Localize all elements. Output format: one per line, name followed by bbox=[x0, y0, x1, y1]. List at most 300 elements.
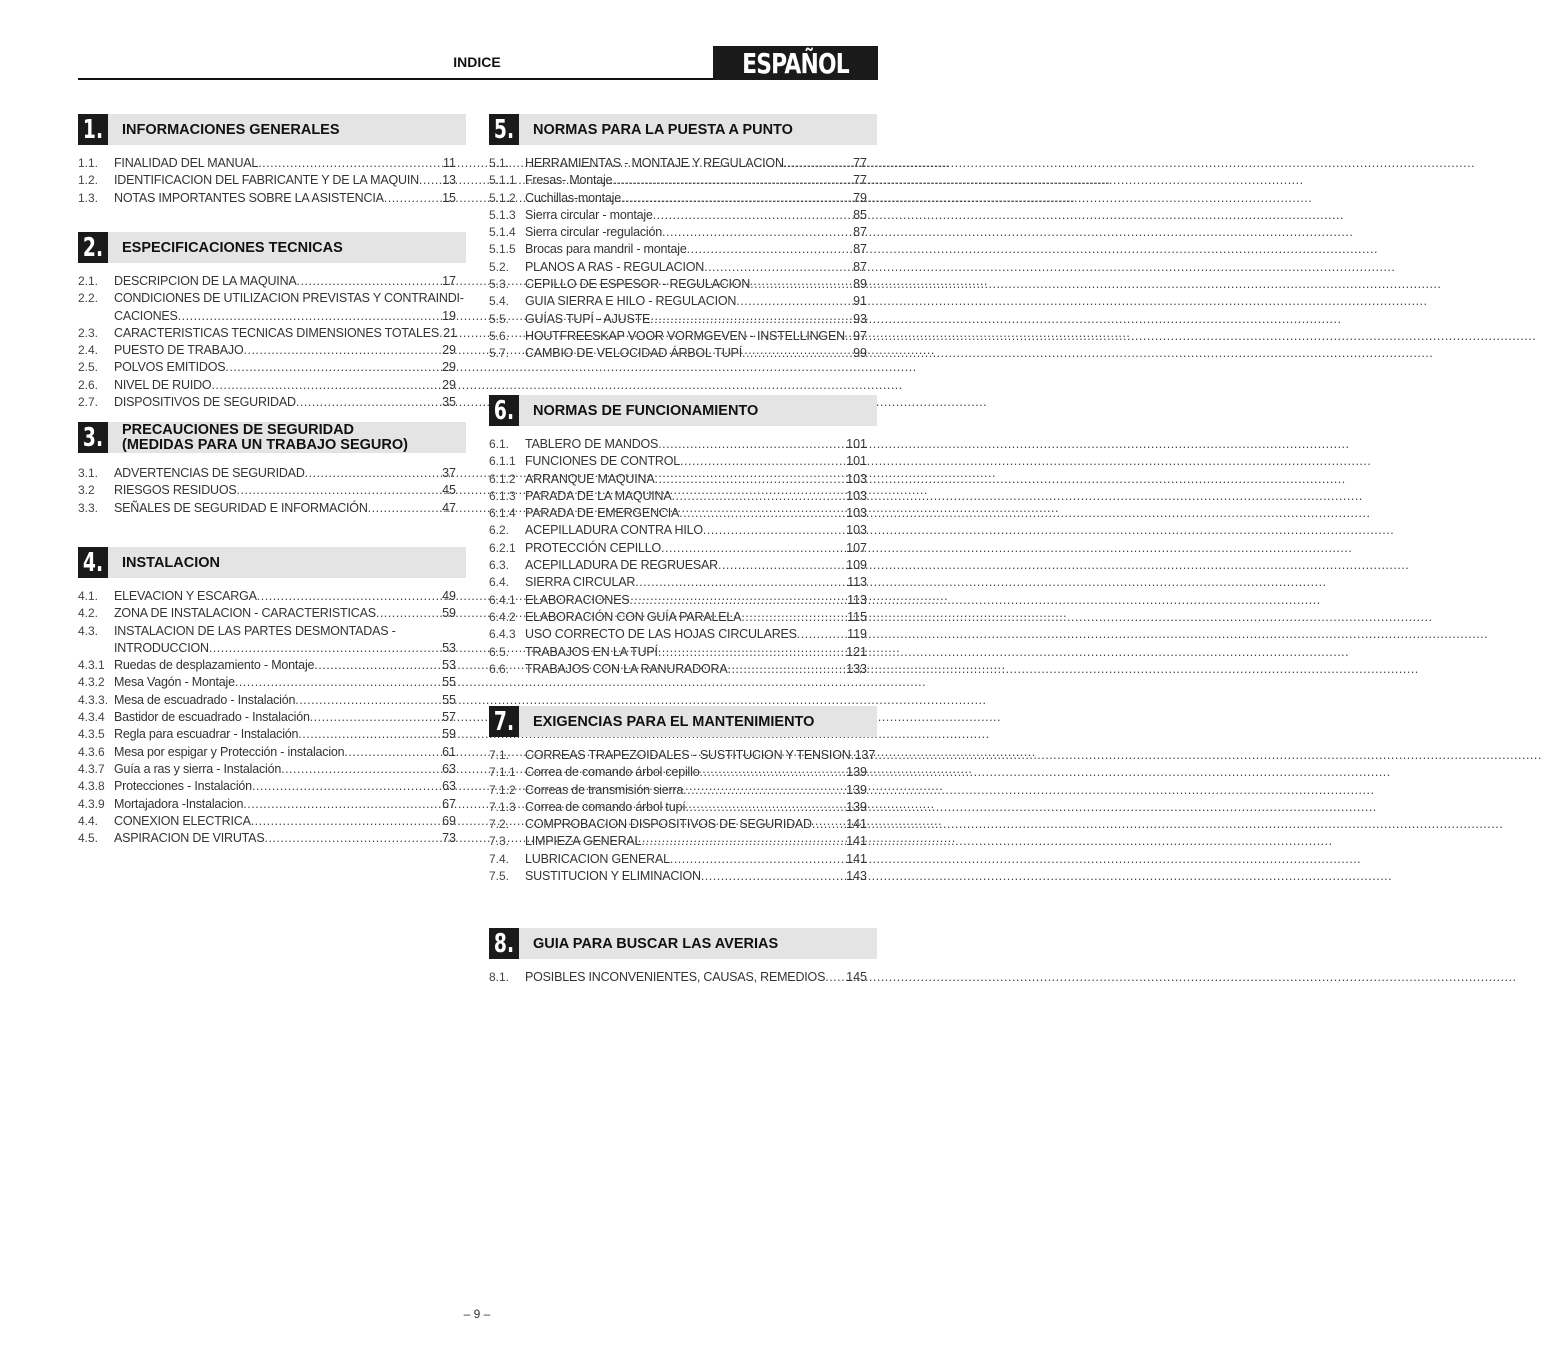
entry-number: 6.5. bbox=[489, 644, 510, 659]
entry-title: Mesa Vagón - Montaje bbox=[114, 675, 235, 690]
leader-dots bbox=[699, 764, 846, 781]
entry-page: 93 bbox=[853, 311, 867, 326]
entry-number: 4.2. bbox=[78, 606, 99, 621]
entry-page: 139 bbox=[846, 765, 867, 780]
leader-dots bbox=[419, 172, 442, 189]
leader-dots bbox=[703, 522, 846, 539]
section-number bbox=[489, 114, 519, 145]
section-number bbox=[489, 395, 519, 426]
section-title: INFORMACIONES GENERALES bbox=[122, 121, 340, 138]
entry-number: 6.4.3 bbox=[489, 627, 516, 642]
entry-page: 101 bbox=[846, 437, 867, 451]
entry-number: 1.2. bbox=[78, 173, 99, 188]
entry-page: 119 bbox=[847, 627, 867, 642]
entry-title: ELABORACIÓN CON GUÍA PARALELA bbox=[525, 609, 742, 624]
leader-dots bbox=[368, 500, 442, 517]
entry-title: Cuchillas-montaje bbox=[525, 190, 621, 205]
entry-number: 6.1.2 bbox=[489, 471, 516, 486]
entry-number: 6.3. bbox=[489, 558, 510, 573]
section-title: NORMAS PARA LA PUESTA A PUNTO bbox=[533, 121, 793, 138]
entry-line bbox=[525, 328, 867, 345]
toc-entry[interactable] bbox=[78, 830, 466, 847]
leader-dots bbox=[683, 782, 846, 799]
entry-number: 5.7. bbox=[489, 346, 510, 361]
entry-page: 45 bbox=[442, 483, 456, 498]
entry-number: 5.2. bbox=[489, 259, 510, 274]
entry-title: PUESTO DE TRABAJO bbox=[114, 343, 244, 358]
entry-line bbox=[525, 868, 867, 885]
entry-line bbox=[525, 224, 867, 241]
entry-page: 77 bbox=[853, 156, 867, 170]
entry-page: 17 bbox=[442, 274, 456, 288]
leader-dots bbox=[243, 796, 442, 813]
entry-page: 103 bbox=[846, 506, 867, 521]
entry-page: 77 bbox=[853, 173, 867, 188]
toc-entry-list bbox=[78, 588, 466, 847]
entry-line bbox=[114, 692, 456, 709]
entry-page: 67 bbox=[442, 796, 456, 811]
toc-entry[interactable] bbox=[489, 259, 877, 276]
toc-entry[interactable] bbox=[489, 868, 877, 885]
entry-line bbox=[114, 796, 456, 813]
toc-entry[interactable] bbox=[489, 276, 877, 293]
entry-title: TABLERO DE MANDOS bbox=[525, 437, 659, 451]
entry-number: 6.1.3 bbox=[489, 488, 516, 503]
leader-dots bbox=[845, 328, 853, 345]
section-number-label: 3. bbox=[82, 422, 104, 453]
entry-title: PARADA DE LA MAQUINA bbox=[525, 488, 672, 503]
entry-title: ELABORACIONES bbox=[525, 592, 630, 607]
entry-line bbox=[525, 609, 867, 626]
toc-entry[interactable] bbox=[489, 155, 877, 172]
toc-entry[interactable] bbox=[78, 482, 466, 499]
toc-entry[interactable] bbox=[489, 557, 877, 574]
entry-title: CORREAS TRAPEZOIDALES - SUSTITUCION Y TENSION bbox=[525, 748, 851, 762]
toc-section bbox=[78, 114, 466, 207]
toc-section bbox=[489, 706, 877, 885]
entry-line bbox=[525, 747, 876, 764]
section-title: GUIA PARA BUSCAR LAS AVERIAS bbox=[533, 935, 779, 952]
entry-page: 87 bbox=[853, 259, 867, 274]
toc-entry[interactable] bbox=[489, 540, 877, 557]
toc-entry[interactable] bbox=[78, 778, 466, 795]
entry-title: Guía a ras y sierra - Instalación bbox=[114, 761, 282, 776]
toc-entry[interactable] bbox=[78, 394, 466, 411]
leader-dots bbox=[672, 488, 847, 505]
leader-dots bbox=[718, 557, 846, 574]
toc-entry[interactable] bbox=[78, 640, 466, 657]
section-number-label: 4. bbox=[82, 547, 104, 578]
section-number bbox=[489, 928, 519, 959]
entry-title: DISPOSITIVOS DE SEGURIDAD bbox=[114, 395, 296, 410]
toc-entry[interactable] bbox=[489, 505, 877, 522]
entry-title: GUÍAS TUPÍ - AJUSTE bbox=[525, 311, 651, 326]
entry-page: 103 bbox=[846, 471, 867, 486]
entry-page: 11 bbox=[443, 156, 456, 170]
entry-number: 3.3. bbox=[78, 500, 99, 515]
entry-title: FUNCIONES DE CONTROL bbox=[525, 454, 681, 469]
entry-title: FINALIDAD DEL MANUAL bbox=[114, 156, 259, 170]
entry-page: 143 bbox=[846, 869, 867, 884]
toc-entry[interactable] bbox=[78, 796, 466, 813]
entry-line bbox=[525, 190, 867, 207]
entry-line bbox=[525, 471, 867, 488]
entry-line bbox=[525, 311, 867, 328]
toc-entry[interactable] bbox=[78, 342, 466, 359]
toc-section bbox=[489, 395, 877, 678]
entry-page: 113 bbox=[847, 592, 867, 607]
leader-dots bbox=[687, 241, 853, 258]
toc-entry[interactable] bbox=[489, 592, 877, 609]
toc-entry[interactable] bbox=[78, 813, 466, 830]
entry-title: INSTALACION DE LAS PARTES DESMONTADAS - bbox=[114, 623, 396, 638]
entry-page: 141 bbox=[846, 851, 867, 866]
entry-line bbox=[525, 764, 867, 781]
section-title-bar bbox=[519, 395, 877, 426]
entry-number: 4.1. bbox=[78, 589, 99, 603]
entry-number: 5.1.4 bbox=[489, 225, 516, 240]
leader-dots bbox=[658, 436, 846, 453]
entry-title: Mesa por espigar y Protección - instalacion bbox=[114, 744, 345, 759]
entry-line bbox=[114, 744, 456, 761]
section-number-label: 2. bbox=[82, 232, 104, 263]
toc-entry[interactable] bbox=[489, 453, 877, 470]
toc-entry[interactable] bbox=[78, 674, 466, 691]
entry-number: 5.1.2 bbox=[489, 190, 516, 205]
leader-dots bbox=[178, 308, 442, 325]
leader-dots bbox=[658, 644, 846, 661]
leader-dots bbox=[244, 342, 443, 359]
toc-entry-list bbox=[78, 273, 466, 411]
leader-dots bbox=[211, 377, 442, 394]
entry-page: 145 bbox=[846, 970, 867, 984]
toc-entry[interactable] bbox=[489, 328, 877, 345]
entry-page: 103 bbox=[846, 523, 867, 538]
entry-line bbox=[114, 588, 456, 605]
leader-dots bbox=[662, 224, 853, 241]
toc-entry[interactable] bbox=[489, 969, 877, 986]
entry-page: 53 bbox=[442, 640, 456, 655]
entry-line bbox=[114, 273, 456, 290]
entry-page: 69 bbox=[442, 813, 456, 828]
leader-dots bbox=[685, 799, 846, 816]
section-number bbox=[78, 422, 108, 453]
entry-page: 107 bbox=[846, 540, 867, 555]
entry-line bbox=[525, 345, 867, 362]
language-badge bbox=[713, 46, 878, 80]
leader-dots bbox=[825, 969, 846, 986]
entry-line bbox=[114, 813, 456, 830]
entry-line bbox=[114, 709, 456, 726]
entry-line bbox=[525, 557, 867, 574]
entry-line bbox=[114, 778, 456, 795]
entry-number: 4.3.6 bbox=[78, 744, 105, 759]
toc-entry[interactable] bbox=[78, 377, 466, 394]
entry-page: 141 bbox=[846, 834, 867, 849]
entry-title: CEPILLO DE ESPESOR - REGULACION bbox=[525, 277, 751, 292]
section-title: EXIGENCIAS PARA EL MANTENIMIENTO bbox=[533, 713, 815, 730]
toc-entry[interactable] bbox=[78, 172, 466, 189]
toc-entry[interactable] bbox=[489, 833, 877, 850]
entry-page: 55 bbox=[442, 692, 456, 707]
toc-entry[interactable] bbox=[78, 657, 466, 674]
entry-title: SUSTITUCION Y ELIMINACION bbox=[525, 869, 701, 884]
entry-title: LUBRICACION GENERAL bbox=[525, 851, 670, 866]
entry-line bbox=[525, 155, 867, 172]
section-number-label: 5. bbox=[493, 114, 515, 145]
entry-title: Correa de comando árbol tupí bbox=[525, 799, 686, 814]
page-title: INDICE bbox=[453, 54, 501, 70]
section-header bbox=[489, 706, 877, 737]
entry-number: 5.1. bbox=[489, 156, 510, 170]
toc-entry[interactable] bbox=[489, 747, 877, 764]
leader-dots bbox=[635, 574, 847, 591]
leader-dots bbox=[629, 592, 847, 609]
entry-page: 29 bbox=[442, 343, 456, 358]
toc-entry[interactable] bbox=[78, 273, 466, 290]
leader-dots bbox=[797, 626, 847, 643]
section-title-bar bbox=[108, 547, 466, 578]
entry-page: 15 bbox=[442, 190, 456, 205]
toc-entry[interactable] bbox=[489, 522, 877, 539]
section-number bbox=[489, 706, 519, 737]
toc-entry[interactable] bbox=[489, 471, 877, 488]
entry-number: 3.1. bbox=[78, 466, 99, 480]
toc-entry[interactable] bbox=[489, 799, 877, 816]
toc-entry[interactable] bbox=[78, 465, 466, 482]
entry-line bbox=[114, 290, 464, 307]
entry-number: 4.5. bbox=[78, 831, 99, 846]
entry-page: 47 bbox=[442, 500, 456, 515]
entry-page: 63 bbox=[442, 779, 456, 794]
section-number bbox=[78, 114, 108, 145]
leader-dots bbox=[784, 155, 853, 172]
toc-entry[interactable] bbox=[489, 345, 877, 362]
entry-number: 2.2. bbox=[78, 291, 99, 306]
leader-dots bbox=[384, 190, 442, 207]
toc-entry[interactable] bbox=[489, 816, 877, 833]
entry-line bbox=[525, 522, 867, 539]
toc-entry[interactable] bbox=[78, 726, 466, 743]
entry-title: GUIA SIERRA E HILO - REGULACION bbox=[525, 294, 737, 309]
entry-line bbox=[525, 540, 867, 557]
entry-number: 6.4.1 bbox=[489, 592, 516, 607]
leader-dots bbox=[621, 190, 853, 207]
leader-dots bbox=[257, 588, 442, 605]
toc-entry[interactable] bbox=[78, 155, 466, 172]
toc-entry[interactable] bbox=[78, 761, 466, 778]
toc-entry[interactable] bbox=[489, 782, 877, 799]
entry-number: 2.5. bbox=[78, 360, 99, 375]
entry-title: CAMBIO DE VELOCIDAD ÁRBOL TUPÍ bbox=[525, 346, 742, 361]
toc-entry[interactable] bbox=[78, 500, 466, 517]
leader-dots bbox=[679, 505, 846, 522]
toc-entry[interactable] bbox=[489, 574, 877, 591]
leader-dots bbox=[653, 207, 853, 224]
toc-entry[interactable] bbox=[78, 325, 466, 342]
toc-entry[interactable] bbox=[489, 851, 877, 868]
entry-page: 61 bbox=[442, 744, 456, 759]
toc-entry[interactable] bbox=[489, 436, 877, 453]
entry-line bbox=[525, 661, 867, 678]
toc-entry[interactable] bbox=[489, 241, 877, 258]
section-title-bar bbox=[108, 422, 466, 453]
entry-title: INTRODUCCION bbox=[114, 640, 209, 655]
entry-line bbox=[525, 488, 867, 505]
entry-number: 2.1. bbox=[78, 274, 99, 288]
toc-entry[interactable] bbox=[489, 764, 877, 781]
entry-line bbox=[114, 623, 456, 640]
toc-section bbox=[78, 232, 466, 411]
leader-dots bbox=[305, 465, 442, 482]
section-header bbox=[78, 114, 466, 145]
section-number-label: 6. bbox=[493, 395, 515, 426]
toc-entry[interactable] bbox=[489, 293, 877, 310]
entry-line bbox=[114, 482, 456, 499]
entry-line bbox=[525, 626, 867, 643]
entry-line bbox=[525, 644, 867, 661]
leader-dots bbox=[264, 830, 442, 847]
toc-entry[interactable] bbox=[489, 644, 877, 661]
entry-number: 7.2. bbox=[489, 817, 510, 832]
toc-entry[interactable] bbox=[489, 224, 877, 241]
section-header bbox=[78, 232, 466, 263]
entry-title: PROTECCIÓN CEPILLO bbox=[525, 540, 662, 555]
entry-number: 6.1.4 bbox=[489, 506, 516, 521]
entry-title: Brocas para mandril - montaje bbox=[525, 242, 687, 257]
toc-entry-list bbox=[78, 465, 466, 517]
leader-dots bbox=[209, 640, 442, 657]
entry-page: 57 bbox=[442, 710, 456, 725]
entry-number: 6.4.2 bbox=[489, 609, 516, 624]
entry-title: Mesa de escuadrado - Instalación bbox=[114, 692, 296, 707]
entry-number: 7.1.2 bbox=[489, 782, 516, 797]
entry-title: ADVERTENCIAS DE SEGURIDAD bbox=[114, 466, 305, 480]
leader-dots bbox=[650, 311, 853, 328]
leader-dots bbox=[314, 657, 442, 674]
toc-entry[interactable] bbox=[489, 661, 877, 678]
entry-line bbox=[114, 172, 456, 189]
toc-entry[interactable] bbox=[489, 207, 877, 224]
toc-entry[interactable] bbox=[78, 709, 466, 726]
section-header bbox=[489, 395, 877, 426]
entry-page: 87 bbox=[853, 242, 867, 257]
section-header bbox=[489, 928, 877, 959]
entry-line bbox=[114, 640, 456, 657]
section-number bbox=[78, 547, 108, 578]
entry-page: 113 bbox=[847, 575, 867, 590]
entry-page: 109 bbox=[846, 558, 867, 573]
entry-page: 53 bbox=[442, 658, 456, 673]
entry-number: 1.3. bbox=[78, 190, 99, 205]
entry-title: CARACTERISTICAS TECNICAS DIMENSIONES TOTALES bbox=[114, 325, 440, 340]
entry-page: 13 bbox=[442, 173, 456, 188]
entry-page: 79 bbox=[853, 190, 867, 205]
toc-entry[interactable] bbox=[78, 623, 466, 640]
leader-dots bbox=[701, 868, 846, 885]
toc-entry[interactable] bbox=[78, 190, 466, 207]
entry-page: 49 bbox=[442, 589, 456, 603]
entry-page: 121 bbox=[846, 644, 867, 659]
toc-entry[interactable] bbox=[489, 190, 877, 207]
section-title-bar bbox=[519, 928, 877, 959]
section-title: INSTALACION bbox=[122, 554, 221, 571]
toc-entry[interactable] bbox=[489, 626, 877, 643]
entry-line bbox=[114, 674, 456, 691]
leader-dots bbox=[258, 155, 443, 172]
leader-dots bbox=[237, 482, 443, 499]
leader-dots bbox=[298, 726, 442, 743]
entry-line bbox=[525, 799, 867, 816]
toc-entry[interactable] bbox=[78, 692, 466, 709]
entry-line bbox=[114, 359, 456, 376]
toc-entry[interactable] bbox=[78, 744, 466, 761]
entry-title: COMPROBACION DISPOSITIVOS DE SEGURIDAD bbox=[525, 817, 812, 832]
entry-number: 7.1.1 bbox=[489, 765, 516, 780]
toc-entry[interactable] bbox=[78, 290, 466, 307]
toc-entry[interactable] bbox=[78, 308, 466, 325]
entry-page: 137 bbox=[854, 748, 876, 762]
leader-dots bbox=[736, 293, 853, 310]
entry-page: 29 bbox=[442, 377, 456, 392]
entry-page: 103 bbox=[846, 488, 867, 503]
toc-entry[interactable] bbox=[489, 609, 877, 626]
entry-page: 141 bbox=[846, 817, 867, 832]
leader-dots bbox=[344, 744, 442, 761]
entry-number: 4.3.7 bbox=[78, 761, 105, 776]
entry-number: 4.4. bbox=[78, 813, 99, 828]
entry-title: CONDICIONES DE UTILIZACION PREVISTAS Y CONTRAINDI- bbox=[114, 291, 464, 306]
entry-line bbox=[114, 500, 456, 517]
toc-section bbox=[489, 928, 877, 986]
toc-entry[interactable] bbox=[489, 172, 877, 189]
section-header bbox=[489, 114, 877, 145]
entry-title: IDENTIFICACION DEL FABRICANTE Y DE LA MAQUIN bbox=[114, 173, 419, 188]
toc-entry[interactable] bbox=[78, 588, 466, 605]
entry-number: 6.1.1 bbox=[489, 454, 516, 469]
entry-number: 2.4. bbox=[78, 343, 99, 358]
toc-entry[interactable] bbox=[489, 311, 877, 328]
entry-number: 4.3. bbox=[78, 623, 99, 638]
entry-line bbox=[525, 782, 867, 799]
leader-dots bbox=[741, 609, 847, 626]
entry-page: 115 bbox=[847, 609, 867, 624]
entry-number: 3.2 bbox=[78, 483, 95, 498]
leader-dots bbox=[295, 692, 442, 709]
entry-number: 7.5. bbox=[489, 869, 510, 884]
toc-entry[interactable] bbox=[78, 605, 466, 622]
entry-number: 4.3.8 bbox=[78, 779, 105, 794]
entry-number: 7.3. bbox=[489, 834, 510, 849]
entry-page: 85 bbox=[853, 207, 867, 222]
entry-page: 139 bbox=[846, 782, 867, 797]
section-number-label: 1. bbox=[82, 114, 104, 145]
entry-line bbox=[525, 592, 867, 609]
entry-title: HERRAMIENTAS - MONTAJE Y REGULACION bbox=[525, 156, 784, 170]
entry-title: Sierra circular - montaje bbox=[525, 207, 653, 222]
entry-line bbox=[114, 605, 456, 622]
toc-entry[interactable] bbox=[78, 359, 466, 376]
entry-title: POLVOS EMITIDOS bbox=[114, 360, 226, 375]
entry-line bbox=[525, 259, 867, 276]
toc-entry[interactable] bbox=[489, 488, 877, 505]
entry-line bbox=[114, 308, 456, 325]
leader-dots bbox=[680, 453, 846, 470]
entry-page: 21 bbox=[443, 325, 457, 340]
entry-title: POSIBLES INCONVENIENTES, CAUSAS, REMEDIOS bbox=[525, 970, 826, 984]
leader-dots bbox=[670, 851, 846, 868]
entry-line bbox=[114, 325, 456, 342]
